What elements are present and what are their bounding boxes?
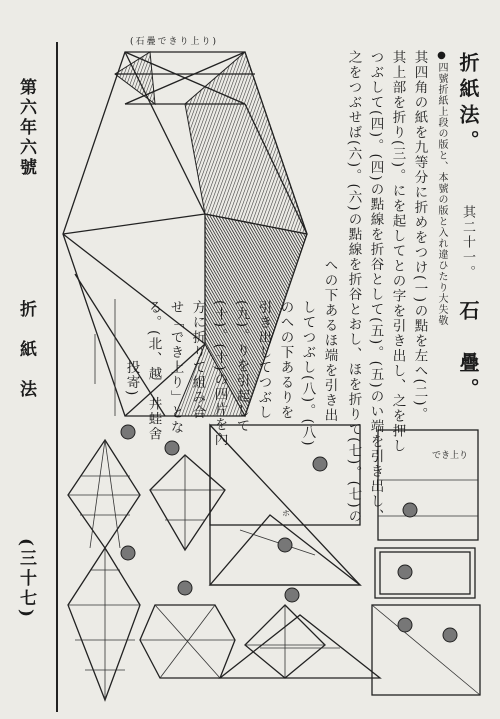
article-title: 折紙法。: [456, 52, 480, 156]
fold-steps-figure: [60, 420, 490, 710]
body-column-2: 其上部を折り(三)。にを起してとの字を引き出し、之を押し: [389, 50, 406, 454]
ho-label: ホ: [282, 509, 290, 518]
body-column-6: してつぶし(八)。(八): [299, 300, 316, 448]
article-subject: 石 疊。: [456, 300, 480, 404]
body-column-7: のへの下あるりを: [277, 300, 294, 420]
body-column-10: (十)。(十)の四片を內: [211, 300, 228, 448]
article-number: 其二十一。: [460, 205, 475, 280]
step-diamond-lower: [68, 548, 140, 700]
body-column-8: 引き出してつぶし: [255, 300, 272, 420]
issue-label: 第六年六號: [16, 78, 36, 178]
page-number: (三十七): [16, 538, 36, 621]
body-column-4: 之をつぶせば(六)。(六)の點線を折谷とおし、ほを折りて(七)。(七)の: [345, 50, 362, 525]
body-column-14: 投寄): [123, 360, 140, 397]
body-column-5: への下あるほ端を引き出: [321, 258, 338, 423]
hexagon-figure: [55, 44, 315, 434]
article-note: ●四號折紙上段の版と、本號の版と入れ違ひたり大失敬: [436, 50, 447, 326]
body-column-12: せ「でき上り」とな: [167, 300, 184, 435]
hex-caption: (石疊できり上り): [130, 37, 219, 47]
body-column-3: つぶして(四)。(四)の點線を折谷として(五)。(五)のい端を引き出し、: [367, 50, 384, 525]
body-column-9: (九)。りを引起して: [233, 300, 250, 434]
body-column-13: る。(北、越 井蛙舍: [145, 300, 162, 442]
deki-label: でき上り: [432, 451, 469, 461]
step-diamond-upper: [68, 440, 140, 548]
body-column-1: 其四角の紙を九等分に折めをつけ(一)の點を左へ(二)。: [411, 50, 428, 423]
section-label: 折 紙 法: [16, 300, 36, 400]
body-column-11: 方に折りて組み合: [189, 300, 206, 420]
